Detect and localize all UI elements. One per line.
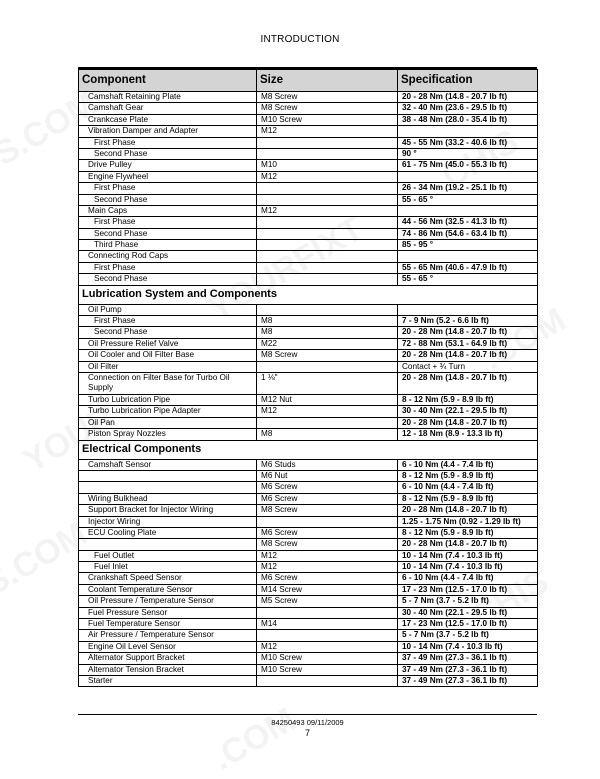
- cell-size: M12: [257, 641, 398, 652]
- cell-specification: 17 - 23 Nm (12.5 - 17.0 lb ft): [398, 584, 538, 595]
- table-row: [79, 459, 538, 470]
- cell-specification: 55 - 65 °: [398, 194, 538, 205]
- cell-size: [257, 675, 398, 686]
- cell-component: Camshaft Gear: [79, 103, 257, 114]
- cell-size: M10: [257, 160, 398, 171]
- torque-spec-table-wrapper: [78, 67, 537, 687]
- cell-size: M8 Screw: [257, 103, 398, 114]
- cell-component: Oil Cooler and Oil Filter Base: [79, 350, 257, 361]
- table-row: [79, 240, 538, 251]
- cell-size: [257, 217, 398, 228]
- cell-size: M6 Studs: [257, 459, 398, 470]
- cell-specification: 8 - 12 Nm (5.9 - 8.9 lb ft): [398, 493, 538, 504]
- cell-size: M12: [257, 562, 398, 573]
- section-header-row: [79, 285, 538, 304]
- cell-component: Oil Pressure / Temperature Sensor: [79, 596, 257, 607]
- cell-component: Drive Pulley: [79, 160, 257, 171]
- table-row: [79, 228, 538, 239]
- table-body: [79, 92, 538, 687]
- table-row: [79, 505, 538, 516]
- cell-specification: 20 - 28 Nm (14.8 - 20.7 lb ft): [398, 372, 538, 394]
- page-footer: [78, 714, 537, 738]
- page-number: 7: [304, 728, 310, 738]
- cell-specification: 1.25 - 1.75 Nm (0.92 - 1.29 lb ft): [398, 516, 538, 527]
- cell-component: Engine Oil Level Sensor: [79, 641, 257, 652]
- cell-specification: 20 - 28 Nm (14.8 - 20.7 lb ft): [398, 539, 538, 550]
- cell-size: M12: [257, 171, 398, 182]
- table-row: [79, 372, 538, 394]
- cell-component: Fuel Pressure Sensor: [79, 607, 257, 618]
- cell-component: ECU Cooling Plate: [79, 527, 257, 538]
- table-header-row: [79, 70, 538, 92]
- table-row: [79, 171, 538, 182]
- cell-size: [257, 240, 398, 251]
- cell-component: Camshaft Sensor: [79, 459, 257, 470]
- table-row: [79, 527, 538, 538]
- cell-component: Coolant Temperature Sensor: [79, 584, 257, 595]
- table-row: [79, 316, 538, 327]
- cell-component: Second Phase: [79, 148, 257, 159]
- cell-component: Alternator Tension Bracket: [79, 664, 257, 675]
- cell-component: First Phase: [79, 137, 257, 148]
- cell-size: M8 Screw: [257, 539, 398, 550]
- cell-specification: 44 - 56 Nm (32.5 - 41.3 lb ft): [398, 217, 538, 228]
- table-row: [79, 92, 538, 103]
- cell-size: M10 Screw: [257, 653, 398, 664]
- cell-specification: 8 - 12 Nm (5.9 - 8.9 lb ft): [398, 394, 538, 405]
- table-row: [79, 114, 538, 125]
- cell-size: M12 Nut: [257, 394, 398, 405]
- cell-size: [257, 516, 398, 527]
- cell-specification: [398, 126, 538, 137]
- cell-component: Alternator Support Bracket: [79, 653, 257, 664]
- table-row: [79, 429, 538, 440]
- cell-size: M8: [257, 429, 398, 440]
- cell-component: Second Phase: [79, 228, 257, 239]
- cell-component: First Phase: [79, 316, 257, 327]
- table-row: [79, 217, 538, 228]
- table-row: [79, 361, 538, 372]
- table-row: [79, 350, 538, 361]
- table-row: [79, 160, 538, 171]
- cell-size: M6 Screw: [257, 573, 398, 584]
- cell-component: Starter: [79, 675, 257, 686]
- cell-size: [257, 194, 398, 205]
- cell-specification: 26 - 34 Nm (19.2 - 25.1 lb ft): [398, 183, 538, 194]
- table-row: [79, 126, 538, 137]
- table-row: [79, 573, 538, 584]
- cell-specification: 20 - 28 Nm (14.8 - 20.7 lb ft): [398, 505, 538, 516]
- cell-component: [79, 539, 257, 550]
- cell-size: [257, 607, 398, 618]
- table-row: [79, 607, 538, 618]
- cell-size: [257, 228, 398, 239]
- cell-component: First Phase: [79, 217, 257, 228]
- cell-specification: 6 - 10 Nm (4.4 - 7.4 lb ft): [398, 459, 538, 470]
- cell-specification: 6 - 10 Nm (4.4 - 7.4 lb ft): [398, 573, 538, 584]
- cell-specification: 61 - 75 Nm (45.0 - 55.3 lb ft): [398, 160, 538, 171]
- cell-size: M6 Screw: [257, 527, 398, 538]
- cell-size: M22: [257, 338, 398, 349]
- table-row: [79, 516, 538, 527]
- cell-component: [79, 470, 257, 481]
- cell-component: Engine Flywheel: [79, 171, 257, 182]
- cell-size: M8 Screw: [257, 505, 398, 516]
- table-row: [79, 137, 538, 148]
- cell-component: Crankshaft Speed Sensor: [79, 573, 257, 584]
- cell-component: Fuel Inlet: [79, 562, 257, 573]
- cell-component: Wiring Bulkhead: [79, 493, 257, 504]
- cell-component: Second Phase: [79, 274, 257, 285]
- table-row: [79, 619, 538, 630]
- cell-component: Oil Pan: [79, 417, 257, 428]
- cell-size: M10 Screw: [257, 664, 398, 675]
- cell-component: Oil Filter: [79, 361, 257, 372]
- cell-specification: 30 - 40 Nm (22.1 - 29.5 lb ft): [398, 406, 538, 417]
- cell-component: Oil Pump: [79, 304, 257, 315]
- cell-specification: Contact + ¾ Turn: [398, 361, 538, 372]
- cell-size: M12: [257, 205, 398, 216]
- table-row: [79, 103, 538, 114]
- cell-specification: [398, 251, 538, 262]
- cell-size: M8: [257, 327, 398, 338]
- cell-specification: 10 - 14 Nm (7.4 - 10.3 lb ft): [398, 562, 538, 573]
- table-row: [79, 274, 538, 285]
- cell-specification: 20 - 28 Nm (14.8 - 20.7 lb ft): [398, 350, 538, 361]
- cell-component: Injector Wiring: [79, 516, 257, 527]
- cell-component: First Phase: [79, 262, 257, 273]
- cell-component: Oil Pressure Relief Valve: [79, 338, 257, 349]
- cell-size: [257, 274, 398, 285]
- cell-component: Piston Spray Nozzles: [79, 429, 257, 440]
- cell-size: M14 Screw: [257, 584, 398, 595]
- cell-specification: 37 - 49 Nm (27.3 - 36.1 lb ft): [398, 675, 538, 686]
- cell-size: M14: [257, 619, 398, 630]
- cell-component: Turbo Lubrication Pipe Adapter: [79, 406, 257, 417]
- cell-component: Second Phase: [79, 194, 257, 205]
- cell-specification: [398, 205, 538, 216]
- section-header-row: [79, 440, 538, 459]
- cell-component: Connection on Filter Base for Turbo Oil Supply: [79, 372, 257, 394]
- table-row: [79, 327, 538, 338]
- table-row: [79, 675, 538, 686]
- table-row: [79, 251, 538, 262]
- cell-specification: [398, 171, 538, 182]
- cell-component: Fuel Outlet: [79, 550, 257, 561]
- table-row: [79, 148, 538, 159]
- cell-size: M5 Screw: [257, 596, 398, 607]
- cell-size: M8: [257, 316, 398, 327]
- cell-component: Crankcase Plate: [79, 114, 257, 125]
- table-row: [79, 539, 538, 550]
- section-title: Electrical Components: [79, 440, 538, 459]
- table-row: [79, 304, 538, 315]
- cell-component: Support Bracket for Injector Wiring: [79, 505, 257, 516]
- cell-component: Vibration Damper and Adapter: [79, 126, 257, 137]
- table-row: [79, 406, 538, 417]
- cell-specification: 90 °: [398, 148, 538, 159]
- cell-component: First Phase: [79, 183, 257, 194]
- cell-specification: 85 - 95 °: [398, 240, 538, 251]
- cell-specification: 10 - 14 Nm (7.4 - 10.3 lb ft): [398, 641, 538, 652]
- cell-specification: 37 - 49 Nm (27.3 - 36.1 lb ft): [398, 664, 538, 675]
- cell-component: Main Caps: [79, 205, 257, 216]
- cell-specification: 55 - 65 °: [398, 274, 538, 285]
- cell-specification: 55 - 65 Nm (40.6 - 47.9 lb ft): [398, 262, 538, 273]
- table-row: [79, 417, 538, 428]
- cell-size: [257, 630, 398, 641]
- torque-spec-table: [78, 69, 538, 687]
- cell-size: M12: [257, 406, 398, 417]
- column-header-specification: Specification: [398, 70, 538, 92]
- cell-size: [257, 137, 398, 148]
- table-row: [79, 262, 538, 273]
- cell-specification: 10 - 14 Nm (7.4 - 10.3 lb ft): [398, 550, 538, 561]
- cell-specification: 38 - 48 Nm (28.0 - 35.4 lb ft): [398, 114, 538, 125]
- cell-specification: 72 - 88 Nm (53.1 - 64.9 lb ft): [398, 338, 538, 349]
- table-row: [79, 630, 538, 641]
- cell-size: [257, 361, 398, 372]
- cell-size: [257, 262, 398, 273]
- table-row: [79, 550, 538, 561]
- table-row: [79, 596, 538, 607]
- table-row: [79, 394, 538, 405]
- cell-size: M6 Nut: [257, 470, 398, 481]
- cell-size: M12: [257, 550, 398, 561]
- column-header-component: Component: [79, 70, 257, 92]
- cell-component: Connecting Rod Caps: [79, 251, 257, 262]
- cell-size: M6 Screw: [257, 482, 398, 493]
- cell-component: Second Phase: [79, 327, 257, 338]
- cell-size: [257, 183, 398, 194]
- cell-specification: 7 - 9 Nm (5.2 - 6.6 lb ft): [398, 316, 538, 327]
- table-row: [79, 338, 538, 349]
- watermark: [206, 700, 302, 778]
- section-title: Lubrication System and Components: [79, 285, 538, 304]
- table-row: [79, 653, 538, 664]
- table-row: [79, 194, 538, 205]
- cell-specification: 5 - 7 Nm (3.7 - 5.2 lb ft): [398, 596, 538, 607]
- table-row: [79, 641, 538, 652]
- cell-size: M12: [257, 126, 398, 137]
- cell-size: [257, 251, 398, 262]
- cell-size: M8 Screw: [257, 350, 398, 361]
- cell-specification: [398, 304, 538, 315]
- cell-size: [257, 304, 398, 315]
- cell-size: [257, 148, 398, 159]
- cell-size: [257, 417, 398, 428]
- cell-component: Camshaft Retaining Plate: [79, 92, 257, 103]
- page-header: INTRODUCTION: [260, 34, 340, 45]
- table-row: [79, 183, 538, 194]
- cell-specification: 20 - 28 Nm (14.8 - 20.7 lb ft): [398, 327, 538, 338]
- table-row: [79, 562, 538, 573]
- cell-size: M8 Screw: [257, 92, 398, 103]
- cell-specification: 20 - 28 Nm (14.8 - 20.7 lb ft): [398, 417, 538, 428]
- cell-specification: 8 - 12 Nm (5.9 - 8.9 lb ft): [398, 470, 538, 481]
- cell-specification: 5 - 7 Nm (3.7 - 5.2 lb ft): [398, 630, 538, 641]
- document-number: 84250493 09/11/2009: [271, 718, 344, 727]
- cell-specification: 6 - 10 Nm (4.4 - 7.4 lb ft): [398, 482, 538, 493]
- cell-size: M10 Screw: [257, 114, 398, 125]
- table-row: [79, 493, 538, 504]
- cell-specification: 32 - 40 Nm (23.6 - 29.5 lb ft): [398, 103, 538, 114]
- cell-specification: 12 - 18 Nm (8.9 - 13.3 lb ft): [398, 429, 538, 440]
- cell-component: Air Pressure / Temperature Sensor: [79, 630, 257, 641]
- table-row: [79, 470, 538, 481]
- table-row: [79, 482, 538, 493]
- cell-specification: 37 - 49 Nm (27.3 - 36.1 lb ft): [398, 653, 538, 664]
- table-row: [79, 205, 538, 216]
- cell-component: Turbo Lubrication Pipe: [79, 394, 257, 405]
- cell-component: [79, 482, 257, 493]
- cell-specification: 45 - 55 Nm (33.2 - 40.6 lb ft): [398, 137, 538, 148]
- cell-specification: 30 - 40 Nm (22.1 - 29.5 lb ft): [398, 607, 538, 618]
- column-header-size: Size: [257, 70, 398, 92]
- cell-specification: 17 - 23 Nm (12.5 - 17.0 lb ft): [398, 619, 538, 630]
- cell-specification: 20 - 28 Nm (14.8 - 20.7 lb ft): [398, 92, 538, 103]
- cell-size: 1 ⅛": [257, 372, 398, 394]
- table-row: [79, 584, 538, 595]
- cell-specification: 74 - 86 Nm (54.6 - 63.4 lb ft): [398, 228, 538, 239]
- cell-component: Third Phase: [79, 240, 257, 251]
- cell-component: Fuel Temperature Sensor: [79, 619, 257, 630]
- table-row: [79, 664, 538, 675]
- cell-specification: 8 - 12 Nm (5.9 - 8.9 lb ft): [398, 527, 538, 538]
- cell-size: M6 Screw: [257, 493, 398, 504]
